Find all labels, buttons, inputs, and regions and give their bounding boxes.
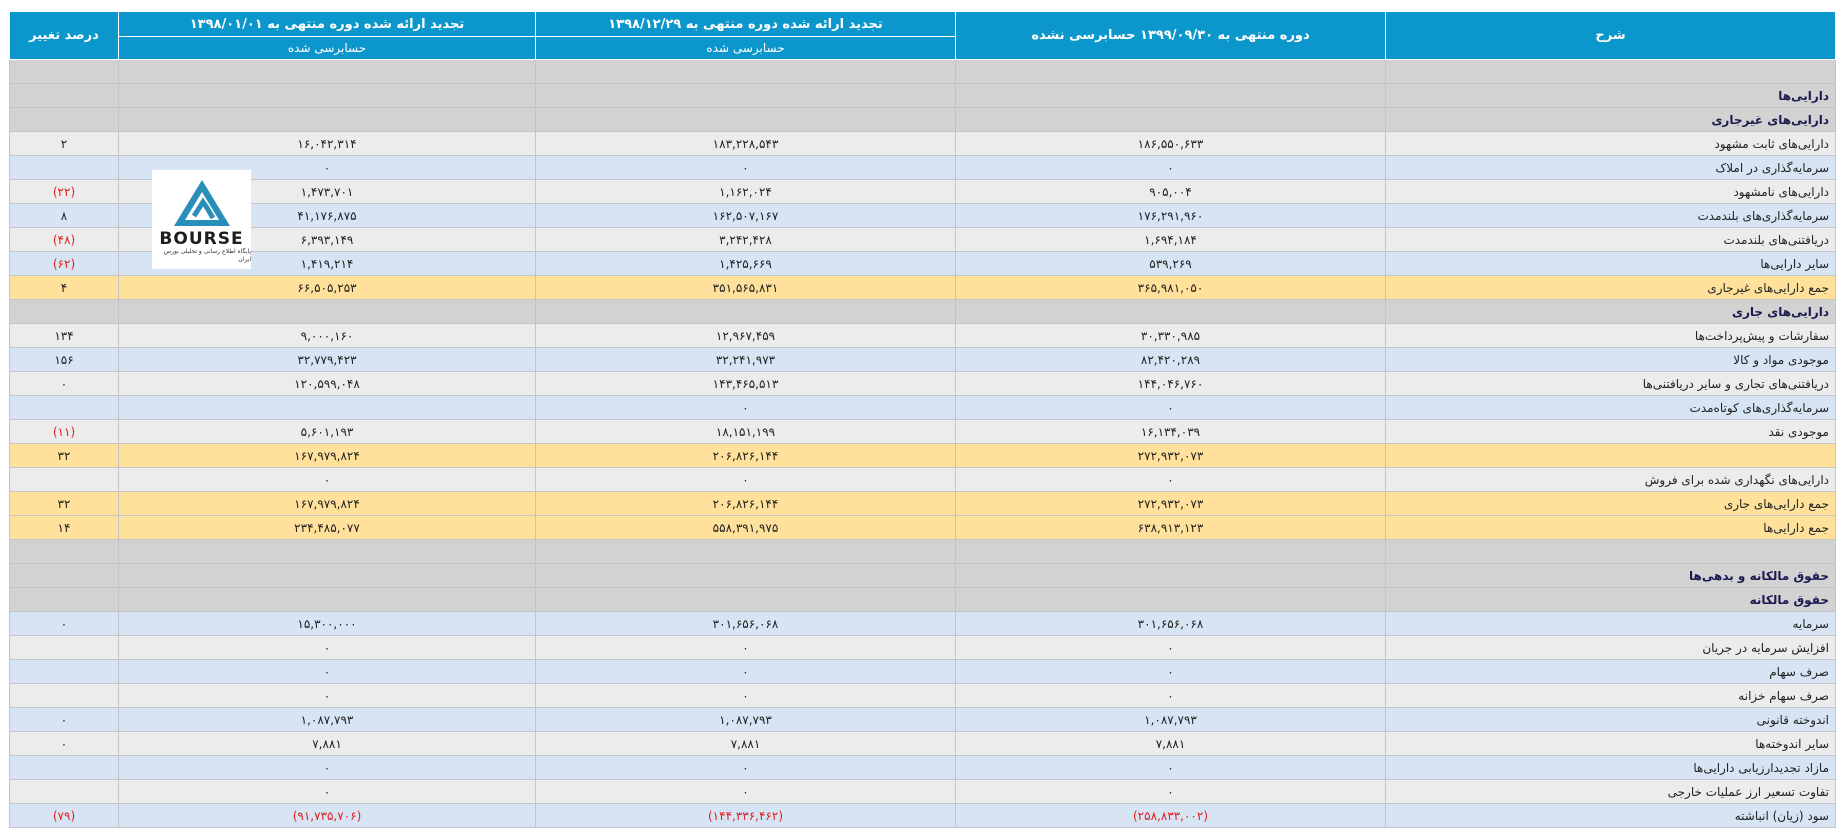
cell-period-restated-1398-12-29: ۰ — [536, 780, 956, 804]
header-period-current: دوره منتهی به ۱۳۹۹/۰۹/۳۰ حسابرسی نشده — [956, 12, 1386, 60]
cell-percent-change: ۸ — [10, 204, 119, 228]
cell-period-restated-1398-01-01: ۹,۰۰۰,۱۶۰ — [119, 324, 536, 348]
cell-period-current: (۲۵۸,۸۳۳,۰۰۲) — [956, 804, 1386, 828]
cell-period-restated-1398-12-29 — [536, 540, 956, 564]
cell-percent-change: (۴۸) — [10, 228, 119, 252]
cell-period-restated-1398-12-29: ۱۶۲,۵۰۷,۱۶۷ — [536, 204, 956, 228]
table-row — [10, 636, 1836, 660]
cell-period-restated-1398-01-01: ۱۶۷,۹۷۹,۸۲۴ — [119, 444, 536, 468]
cell-period-restated-1398-01-01: ۱۶۷,۹۷۹,۸۲۴ — [119, 492, 536, 516]
cell-period-restated-1398-12-29 — [536, 60, 956, 84]
row-description: سرمایه‌گذاری‌های کوتاه‌مدت — [1386, 396, 1836, 420]
table-row — [10, 132, 1836, 156]
cell-period-restated-1398-12-29: ۱,۱۶۲,۰۲۴ — [536, 180, 956, 204]
cell-period-current: ۰ — [956, 756, 1386, 780]
cell-period-current: ۲۷۲,۹۳۲,۰۷۳ — [956, 492, 1386, 516]
cell-period-current: ۸۲,۴۲۰,۲۸۹ — [956, 348, 1386, 372]
cell-period-restated-1398-12-29: ۰ — [536, 156, 956, 180]
cell-percent-change: ۰ — [10, 372, 119, 396]
row-description: جمع دارایی‌ها — [1386, 516, 1836, 540]
cell-percent-change: (۱۱) — [10, 420, 119, 444]
cell-percent-change — [10, 300, 119, 324]
cell-period-current: ۵۳۹,۲۶۹ — [956, 252, 1386, 276]
cell-period-restated-1398-12-29 — [536, 564, 956, 588]
cell-percent-change: ۱۴ — [10, 516, 119, 540]
cell-period-restated-1398-01-01: ۰ — [119, 684, 536, 708]
row-description: جمع دارایی‌های جاری — [1386, 492, 1836, 516]
table-body — [10, 60, 1836, 828]
table-row — [10, 324, 1836, 348]
cell-percent-change: ۳۲ — [10, 492, 119, 516]
cell-period-restated-1398-01-01: ۰ — [119, 156, 536, 180]
cell-period-restated-1398-12-29: ۰ — [536, 684, 956, 708]
cell-period-restated-1398-12-29: (۱۴۴,۳۳۶,۴۶۲) — [536, 804, 956, 828]
cell-period-restated-1398-12-29: ۷,۸۸۱ — [536, 732, 956, 756]
row-description: دارایی‌های نگهداری شده برای فروش — [1386, 468, 1836, 492]
row-description: دارایی‌های جاری — [1386, 300, 1836, 324]
cell-period-restated-1398-01-01: ۶۶,۵۰۵,۲۵۳ — [119, 276, 536, 300]
cell-period-current: ۰ — [956, 684, 1386, 708]
row-description: افزایش سرمایه در جریان — [1386, 636, 1836, 660]
cell-percent-change — [10, 540, 119, 564]
cell-period-current: ۳۶۵,۹۸۱,۰۵۰ — [956, 276, 1386, 300]
row-description: سرمایه‌گذاری در املاک — [1386, 156, 1836, 180]
row-description: حقوق مالکانه و بدهی‌ها — [1386, 564, 1836, 588]
cell-period-current: ۱۶,۱۳۴,۰۳۹ — [956, 420, 1386, 444]
cell-period-restated-1398-01-01 — [119, 60, 536, 84]
cell-period-restated-1398-12-29: ۰ — [536, 396, 956, 420]
cell-period-current: ۳۰۱,۶۵۶,۰۶۸ — [956, 612, 1386, 636]
row-description: سود (زیان) انباشته — [1386, 804, 1836, 828]
table-row — [10, 204, 1836, 228]
table-header — [10, 12, 1836, 60]
cell-period-restated-1398-01-01: ۱,۰۸۷,۷۹۳ — [119, 708, 536, 732]
cell-period-current: ۰ — [956, 636, 1386, 660]
cell-percent-change — [10, 756, 119, 780]
row-description — [1386, 60, 1836, 84]
cell-period-restated-1398-01-01: ۲۳۴,۴۸۵,۰۷۷ — [119, 516, 536, 540]
cell-period-restated-1398-12-29: ۱,۰۸۷,۷۹۳ — [536, 708, 956, 732]
cell-period-restated-1398-12-29: ۳,۲۴۲,۴۲۸ — [536, 228, 956, 252]
cell-period-current — [956, 84, 1386, 108]
cell-percent-change — [10, 588, 119, 612]
cell-period-restated-1398-12-29: ۲۰۶,۸۲۶,۱۴۴ — [536, 444, 956, 468]
cell-percent-change: ۱۵۶ — [10, 348, 119, 372]
row-description: مازاد تجدیدارزیابی دارایی‌ها — [1386, 756, 1836, 780]
cell-percent-change — [10, 396, 119, 420]
row-description: تفاوت تسعیر ارز عملیات خارجی — [1386, 780, 1836, 804]
row-description — [1386, 444, 1836, 468]
cell-period-restated-1398-01-01: ۵,۶۰۱,۱۹۳ — [119, 420, 536, 444]
row-description: موجودی مواد و کالا — [1386, 348, 1836, 372]
cell-period-restated-1398-01-01: ۱,۴۱۹,۲۱۴ — [119, 252, 536, 276]
cell-period-current — [956, 540, 1386, 564]
bourse-logo-mark-icon — [172, 178, 232, 228]
table-row — [10, 180, 1836, 204]
table-row — [10, 612, 1836, 636]
cell-percent-change — [10, 468, 119, 492]
cell-period-restated-1398-01-01 — [119, 564, 536, 588]
table-row — [10, 396, 1836, 420]
cell-period-restated-1398-12-29: ۳۲,۲۴۱,۹۷۳ — [536, 348, 956, 372]
cell-period-restated-1398-01-01: ۷,۸۸۱ — [119, 732, 536, 756]
row-description: دریافتنی‌های بلندمدت — [1386, 228, 1836, 252]
cell-period-restated-1398-01-01: ۴۱,۱۷۶,۸۷۵ — [119, 204, 536, 228]
cell-percent-change: ۴ — [10, 276, 119, 300]
cell-period-restated-1398-12-29: ۳۵۱,۵۶۵,۸۳۱ — [536, 276, 956, 300]
table-row — [10, 372, 1836, 396]
cell-period-current: ۷,۸۸۱ — [956, 732, 1386, 756]
table-row — [10, 252, 1836, 276]
cell-period-restated-1398-01-01 — [119, 84, 536, 108]
cell-period-restated-1398-12-29: ۰ — [536, 468, 956, 492]
cell-period-current: ۰ — [956, 156, 1386, 180]
cell-percent-change: (۲۲) — [10, 180, 119, 204]
table-row — [10, 468, 1836, 492]
row-description: سرمایه‌گذاری‌های بلندمدت — [1386, 204, 1836, 228]
table-row — [10, 156, 1836, 180]
cell-period-current: ۶۳۸,۹۱۳,۱۲۳ — [956, 516, 1386, 540]
cell-period-current: ۰ — [956, 468, 1386, 492]
cell-percent-change — [10, 684, 119, 708]
cell-period-current: ۱۷۶,۲۹۱,۹۶۰ — [956, 204, 1386, 228]
cell-period-restated-1398-12-29: ۳۰۱,۶۵۶,۰۶۸ — [536, 612, 956, 636]
cell-percent-change: ۳۲ — [10, 444, 119, 468]
cell-percent-change — [10, 156, 119, 180]
header-audited-label: حسابرسی شده — [119, 37, 536, 60]
row-description: جمع دارایی‌های غیرجاری — [1386, 276, 1836, 300]
cell-percent-change — [10, 660, 119, 684]
header-period-restated-1398-01-01: تجدید ارائه شده دوره منتهی به ۱۳۹۸/۰۱/۰۱ — [119, 12, 536, 37]
row-description: سفارشات و پیش‌پرداخت‌ها — [1386, 324, 1836, 348]
row-description: اندوخته قانونی — [1386, 708, 1836, 732]
cell-period-restated-1398-01-01 — [119, 588, 536, 612]
cell-period-restated-1398-01-01: (۹۱,۷۳۵,۷۰۶) — [119, 804, 536, 828]
bourse-logo-text: BOURSE — [159, 229, 244, 249]
cell-period-restated-1398-12-29: ۱,۴۲۵,۶۶۹ — [536, 252, 956, 276]
cell-period-current: ۱۸۶,۵۵۰,۶۳۳ — [956, 132, 1386, 156]
table-row — [10, 228, 1836, 252]
total-row — [10, 444, 1836, 468]
cell-period-restated-1398-12-29: ۵۵۸,۳۹۱,۹۷۵ — [536, 516, 956, 540]
cell-percent-change: ۰ — [10, 732, 119, 756]
cell-percent-change: ۲ — [10, 132, 119, 156]
cell-period-restated-1398-12-29: ۲۰۶,۸۲۶,۱۴۴ — [536, 492, 956, 516]
row-description: صرف سهام — [1386, 660, 1836, 684]
section-row — [10, 108, 1836, 132]
cell-period-restated-1398-12-29: ۱۸,۱۵۱,۱۹۹ — [536, 420, 956, 444]
cell-period-current: ۳۰,۳۳۰,۹۸۵ — [956, 324, 1386, 348]
row-description: دارایی‌ها — [1386, 84, 1836, 108]
cell-period-current: ۹۰۵,۰۰۴ — [956, 180, 1386, 204]
bourse-logo-tagline: پایگاه اطلاع رسانی و تحلیلی بورس ایران — [163, 248, 251, 263]
row-description: دارایی‌های نامشهود — [1386, 180, 1836, 204]
cell-period-restated-1398-01-01: ۰ — [119, 756, 536, 780]
row-description: صرف سهام خزانه — [1386, 684, 1836, 708]
header-period-restated-1398-12-29: تجدید ارائه شده دوره منتهی به ۱۳۹۸/۱۲/۲۹ — [536, 12, 956, 37]
row-description: سرمایه — [1386, 612, 1836, 636]
cell-percent-change — [10, 84, 119, 108]
cell-period-current — [956, 564, 1386, 588]
section-row — [10, 564, 1836, 588]
cell-period-restated-1398-01-01: ۱۶,۰۴۲,۳۱۴ — [119, 132, 536, 156]
cell-period-restated-1398-01-01 — [119, 108, 536, 132]
row-description — [1386, 540, 1836, 564]
cell-period-restated-1398-01-01: ۰ — [119, 780, 536, 804]
cell-period-restated-1398-01-01 — [119, 300, 536, 324]
row-description: دارایی‌های غیرجاری — [1386, 108, 1836, 132]
cell-percent-change: ۰ — [10, 612, 119, 636]
table-row — [10, 708, 1836, 732]
balance-sheet-table — [9, 11, 1836, 828]
row-description: موجودی نقد — [1386, 420, 1836, 444]
cell-period-current: ۱,۰۸۷,۷۹۳ — [956, 708, 1386, 732]
row-description: سایر دارایی‌ها — [1386, 252, 1836, 276]
cell-period-restated-1398-01-01 — [119, 396, 536, 420]
cell-period-current: ۰ — [956, 780, 1386, 804]
cell-period-current — [956, 60, 1386, 84]
section-row — [10, 60, 1836, 84]
cell-period-restated-1398-01-01 — [119, 540, 536, 564]
cell-period-restated-1398-01-01: ۶,۳۹۳,۱۴۹ — [119, 228, 536, 252]
row-description: سایر اندوخته‌ها — [1386, 732, 1836, 756]
section-row — [10, 300, 1836, 324]
cell-period-current: ۰ — [956, 396, 1386, 420]
total-row — [10, 276, 1836, 300]
cell-percent-change — [10, 564, 119, 588]
bourse-logo — [152, 170, 251, 269]
section-row — [10, 540, 1836, 564]
cell-period-restated-1398-12-29 — [536, 588, 956, 612]
table-row — [10, 660, 1836, 684]
header-audited-label: حسابرسی شده — [536, 37, 956, 60]
section-row — [10, 588, 1836, 612]
cell-period-restated-1398-01-01: ۱۵,۳۰۰,۰۰۰ — [119, 612, 536, 636]
cell-period-restated-1398-12-29 — [536, 108, 956, 132]
cell-percent-change — [10, 60, 119, 84]
table-row — [10, 780, 1836, 804]
table-row — [10, 756, 1836, 780]
cell-period-restated-1398-01-01: ۱,۴۷۳,۷۰۱ — [119, 180, 536, 204]
cell-percent-change — [10, 636, 119, 660]
cell-period-restated-1398-01-01: ۱۲۰,۵۹۹,۰۴۸ — [119, 372, 536, 396]
cell-period-current: ۰ — [956, 660, 1386, 684]
cell-period-restated-1398-12-29: ۰ — [536, 756, 956, 780]
cell-percent-change — [10, 780, 119, 804]
cell-percent-change: (۶۲) — [10, 252, 119, 276]
cell-period-restated-1398-01-01: ۳۲,۷۷۹,۴۲۳ — [119, 348, 536, 372]
header-percent-change: درصد تغییر — [10, 12, 119, 60]
cell-period-restated-1398-12-29: ۱۸۳,۲۲۸,۵۴۳ — [536, 132, 956, 156]
row-description: دارایی‌های ثابت مشهود — [1386, 132, 1836, 156]
total-row — [10, 492, 1836, 516]
cell-percent-change: (۷۹) — [10, 804, 119, 828]
cell-percent-change — [10, 108, 119, 132]
cell-period-current: ۱۴۴,۰۴۶,۷۶۰ — [956, 372, 1386, 396]
total-row — [10, 516, 1836, 540]
table-row — [10, 804, 1836, 828]
cell-period-restated-1398-12-29: ۱۴۳,۴۶۵,۵۱۳ — [536, 372, 956, 396]
cell-percent-change: ۱۳۴ — [10, 324, 119, 348]
table-row — [10, 684, 1836, 708]
balance-sheet — [9, 11, 1835, 828]
row-description: دریافتنی‌های تجاری و سایر دریافتنی‌ها — [1386, 372, 1836, 396]
cell-period-restated-1398-01-01: ۰ — [119, 636, 536, 660]
cell-period-restated-1398-12-29: ۱۲,۹۶۷,۴۵۹ — [536, 324, 956, 348]
cell-period-restated-1398-12-29: ۰ — [536, 636, 956, 660]
cell-period-current — [956, 300, 1386, 324]
cell-period-restated-1398-01-01: ۰ — [119, 660, 536, 684]
cell-period-current: ۲۷۲,۹۳۲,۰۷۳ — [956, 444, 1386, 468]
cell-period-restated-1398-12-29: ۰ — [536, 660, 956, 684]
cell-period-current — [956, 108, 1386, 132]
cell-period-current: ۱,۶۹۴,۱۸۴ — [956, 228, 1386, 252]
row-description: حقوق مالکانه — [1386, 588, 1836, 612]
cell-period-restated-1398-01-01: ۰ — [119, 468, 536, 492]
cell-period-restated-1398-12-29 — [536, 300, 956, 324]
table-row — [10, 732, 1836, 756]
cell-percent-change: ۰ — [10, 708, 119, 732]
cell-period-restated-1398-12-29 — [536, 84, 956, 108]
table-row — [10, 420, 1836, 444]
section-row — [10, 84, 1836, 108]
cell-period-current — [956, 588, 1386, 612]
table-row — [10, 348, 1836, 372]
header-description: شرح — [1386, 12, 1836, 60]
